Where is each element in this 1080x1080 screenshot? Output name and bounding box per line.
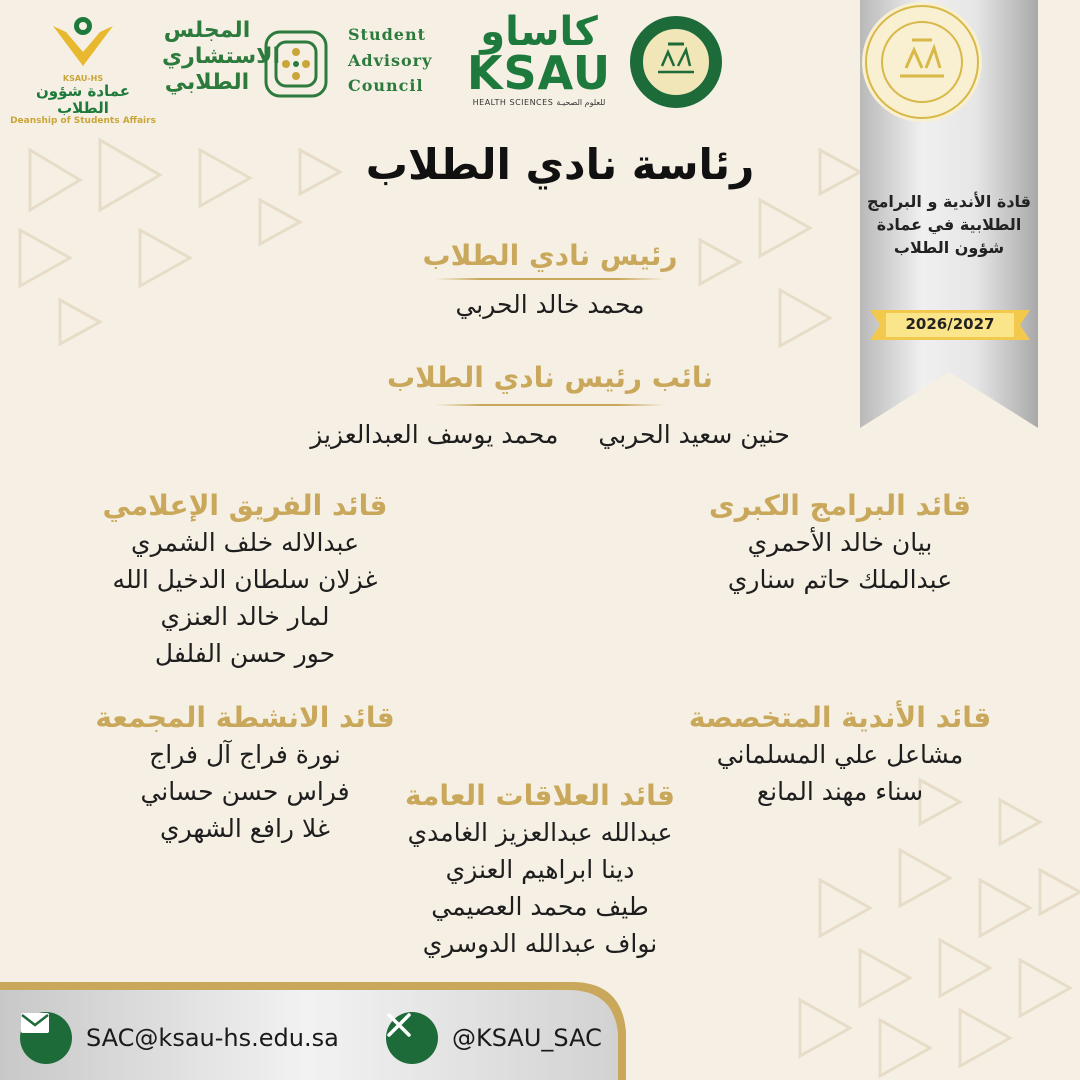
- council-ar-line-3: الطلابي: [164, 69, 250, 95]
- year-ribbon: [860, 0, 1038, 428]
- member-name: عبدالله عبدالعزيز الغامدي: [407, 818, 673, 848]
- combined-activities-heading: قائد الانشطة المجمعة: [95, 701, 395, 734]
- council-en-line-1: Student: [348, 25, 426, 44]
- council-english: [348, 22, 432, 99]
- council-emblem-icon: [260, 22, 332, 106]
- vice-president-name: محمد يوسف العبدالعزيز: [310, 420, 559, 450]
- section-specialized-clubs: [680, 700, 1000, 810]
- divider: [435, 404, 665, 406]
- section-media-team: [80, 488, 410, 672]
- council-ar-line-1: المجلس: [163, 18, 251, 43]
- president-heading: رئيس نادي الطلاب: [422, 239, 678, 272]
- media-team-heading: قائد الفريق الإعلامي: [102, 489, 388, 522]
- x-contact[interactable]: [386, 1012, 602, 1064]
- year-banner: [870, 308, 1030, 342]
- divider: [435, 278, 665, 280]
- vice-president-names: [310, 416, 790, 453]
- member-name: عبدالاله خلف الشمري: [131, 528, 359, 558]
- contact-footer: [0, 982, 630, 1080]
- member-name: غزلان سلطان الدخيل الله: [112, 565, 378, 595]
- council-en-line-2: Advisory: [348, 50, 433, 70]
- member-name: طيف محمد العصيمي: [431, 892, 649, 922]
- section-public-relations: [370, 778, 710, 962]
- ribbon-seal-icon: [860, 0, 984, 124]
- vice-president-heading: نائب رئيس نادي الطلاب: [387, 361, 713, 394]
- council-ar-line-2: الاستشاري: [162, 43, 281, 69]
- ribbon-line-1: قادة الأندية و البرامج: [866, 192, 1032, 211]
- member-name: بيان خالد الأحمري: [747, 528, 933, 558]
- specialized-clubs-heading: قائد الأندية المتخصصة: [688, 701, 992, 734]
- ribbon-caption: [860, 190, 1038, 260]
- deanship-arabic: عمادة شؤون الطلاب: [36, 82, 130, 117]
- envelope-icon: [20, 1012, 72, 1064]
- member-name: نورة فراج آل فراج: [149, 740, 341, 770]
- email-contact[interactable]: [20, 1012, 339, 1064]
- section-combined-activities: [80, 700, 410, 847]
- year-label: 2026/2027: [905, 315, 995, 333]
- member-name: لمار خالد العنزي: [160, 602, 330, 632]
- member-name: مشاعل علي المسلماني: [716, 740, 964, 770]
- university-seal-icon: [628, 14, 724, 110]
- section-major-programs: [690, 488, 990, 598]
- ribbon-line-2: الطلابية في عمادة: [876, 215, 1022, 235]
- deanship-english: Deanship of Students Affairs: [10, 116, 156, 126]
- ribbon-line-3: شؤون الطلاب: [893, 238, 1005, 258]
- member-name: غلا رافع الشهري: [160, 814, 330, 844]
- ksau-english: KSAU: [466, 46, 612, 100]
- president-name: محمد خالد الحربي: [455, 290, 645, 320]
- member-name: سناء مهند المانع: [756, 777, 924, 807]
- member-name: فراس حسن حساني: [140, 777, 350, 807]
- page-title: رئاسة نادي الطلاب: [365, 140, 755, 189]
- deanship-logo: [8, 8, 158, 128]
- email-address[interactable]: SAC@ksau-hs.edu.sa: [86, 1024, 339, 1052]
- council-en-line-3: Council: [348, 76, 424, 96]
- ksau-subtitle: HEALTH SCIENCES للعلوم الصحيـة: [472, 97, 606, 107]
- major-programs-heading: قائد البرامج الكبرى: [708, 489, 971, 522]
- member-name: عبدالملك حاتم سناري: [727, 565, 953, 595]
- section-vice-president: [310, 360, 790, 453]
- deanship-emblem-icon: [48, 8, 118, 76]
- member-name: دينا ابراهيم العنزي: [445, 855, 635, 885]
- section-president: [390, 238, 710, 323]
- council-arabic: [162, 18, 281, 96]
- vice-president-name: حنين سعيد الحربي: [598, 420, 790, 450]
- ksau-logo: [460, 9, 618, 112]
- deanship-sub: KSAU-HS: [62, 74, 104, 83]
- x-logo-icon: [386, 1012, 438, 1064]
- public-relations-heading: قائد العلاقات العامة: [405, 779, 675, 812]
- x-handle[interactable]: @KSAU_SAC: [452, 1024, 602, 1052]
- member-name: حور حسن الفلفل: [154, 639, 336, 669]
- member-name: نواف عبدالله الدوسري: [422, 929, 658, 959]
- ksau-arabic: كاساو: [480, 9, 598, 55]
- council-logo: [162, 18, 447, 118]
